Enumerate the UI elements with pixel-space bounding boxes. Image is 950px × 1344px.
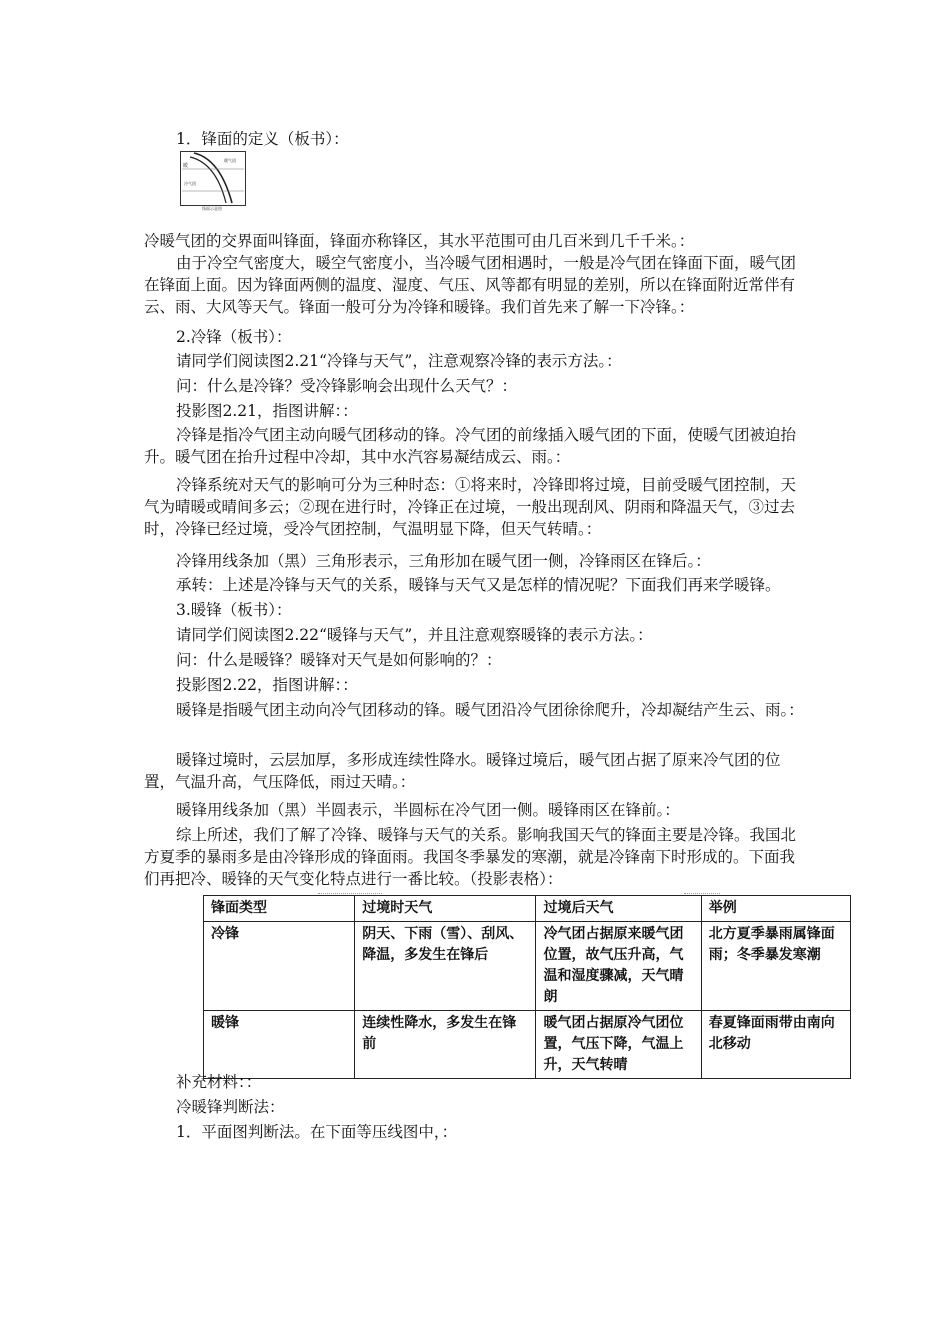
paragraph: 暖锋是指暖气团主动向冷气团移动的锋。暖气团沿冷气团徐徐爬升，冷却凝结产生云、雨。： [176,701,804,719]
table-header-cell: 过境时天气 [355,896,536,922]
paragraph: 暖锋过境时，云层加厚，多形成连续性降水。暖锋过境后，暖气团占据了原来冷气团的位置，气温升高，气压降低，雨过天晴。： [144,751,781,791]
paragraph: 冷暖锋判断法： [176,1098,285,1116]
front-diagram [180,151,246,211]
paragraph: 投影图2.21，指图讲解：： [176,402,358,420]
table-cell: 暖气团占据原冷气团位置，气压下降，气温上升，天气转晴 [536,1011,701,1079]
table-header-cell: 过境后天气 [536,896,701,922]
paragraph: 承转：上述是冷锋与天气的关系，暖锋与天气又是怎样的情况呢？下面我们再来学暖锋。 [176,576,781,594]
table-cell: 阴天、下雨（雪）、刮风、降温，多发生在锋后 [355,922,536,1011]
paragraph: 由于冷空气密度大，暖空气密度小，当冷暖气团相遇时，一般是冷气团在锋面下面，暖气团在锋面上面。因为锋面两侧的温度、湿度、气压、风等都有明显的差别，所以在锋面附近常伴有云、雨、大风等天气。锋面一般可分为冷锋和暖锋。我们首先来了解一下冷锋。： [144,254,797,316]
section-heading-front-definition: 1．锋面的定义（板书）： [176,130,349,148]
paragraph: 冷锋系统对天气的影响可分为三种时态：①将来时，冷锋即将过境，目前受暖气团控制，天气为晴暖或晴间多云；②现在进行时，冷锋正在过境，一般出现刮风、阴雨和降温天气，③过去时，冷锋已经过境，受冷气团控制，气温明显下降，但天气转晴。： [144,476,797,538]
paragraph: 请同学们阅读图2.21“冷锋与天气”，注意观察冷锋的表示方法。： [176,352,622,370]
table-cell: 冷气团占据原来暖气团位置，故气压升高，气温和湿度骤减，天气晴朗 [536,922,701,1011]
paragraph: 冷锋用线条加（黑）三角形表示，三角形加在暖气团一侧，冷锋雨区在锋后。： [176,552,711,570]
paragraph: 暖锋用线条加（黑）半圆表示，半圆标在冷气团一侧。暖锋雨区在锋前。： [176,801,680,819]
section-heading-warm-front: 3.暖锋（板书）： [176,601,292,619]
section-heading-cold-front: 2.冷锋（板书）： [176,328,292,346]
table-cell: 春夏锋面雨带由南向北移动 [701,1011,850,1079]
paragraph: 问：什么是冷锋？受冷锋影响会出现什么天气？： [176,377,518,395]
paragraph: 补充材料：： [176,1073,262,1091]
table-cell: 冷锋 [204,922,355,1011]
table-row [204,1011,851,1079]
front-comparison-table [203,895,851,1079]
paragraph: 问：什么是暖锋？暖锋对天气是如何影响的？： [176,651,502,669]
paragraph: 投影图2.22，指图讲解：： [176,676,358,694]
table-cell: 连续性降水，多发生在锋前 [355,1011,536,1079]
fig-caption: 锋面示意图 [202,206,222,211]
table-cell: 北方夏季暴雨属锋面雨；冬季暴发寒潮 [701,922,850,1011]
table-header-cell: 举例 [701,896,850,922]
table-cell: 暖锋 [204,1011,355,1079]
paragraph: 请同学们阅读图2.22“暖锋与天气”，并且注意观察暖锋的表示方法。： [176,626,653,644]
paragraph: 综上所述，我们了解了冷锋、暖锋与天气的关系。影响我国天气的锋面主要是冷锋。我国北方夏季的暴雨多是由冷锋形成的锋面雨。我国冬季暴发的寒潮，就是冷锋南下时形成的。下面我们再把冷、暖锋的天气变化特点进行一番比较。（投影表格）： [144,826,797,888]
table-row [204,922,851,1011]
paragraph: 冷锋是指冷气团主动向暖气团移动的锋。冷气团的前缘插入暖气团的下面，使暖气团被迫抬升。暖气团在抬升过程中冷却，其中水汽容易凝结成云、雨。： [144,426,797,466]
fig-label-warm-mass: 暖气团 [224,158,236,163]
paragraph: 1．平面图判断法。在下面等压线图中，： [176,1123,458,1141]
table-header-row [204,896,851,922]
fig-label-warm: 暖 [183,163,189,169]
table-header-cell: 锋面类型 [204,896,355,922]
fig-label-cold-mass: 冷气团 [184,181,196,186]
paragraph: 冷暖气团的交界面叫锋面，锋面亦称锋区，其水平范围可由几百米到几千千米。： [144,232,695,250]
